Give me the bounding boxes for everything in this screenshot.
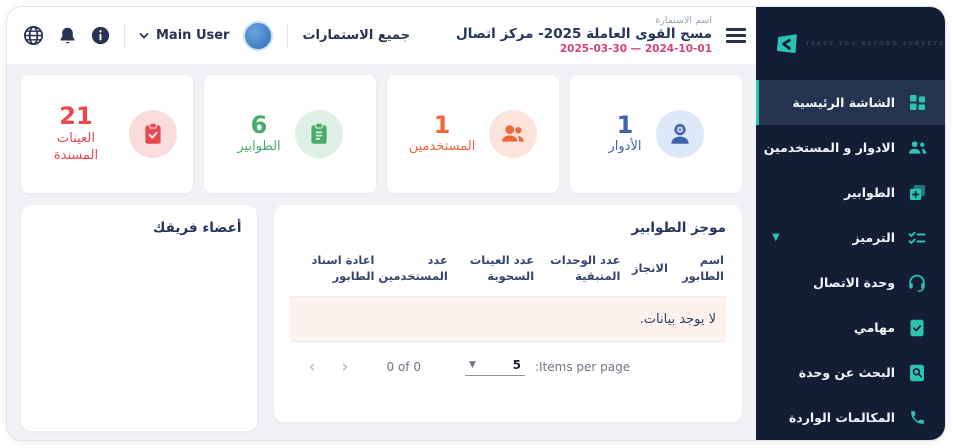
- users-group-icon: [489, 110, 537, 158]
- stat-value: 1: [433, 111, 451, 140]
- dashboard-grid-icon: [907, 93, 927, 113]
- topbar-right-cluster: [456, 15, 746, 57]
- document-search-icon: [907, 363, 927, 383]
- stat-card-users[interactable]: [387, 75, 559, 193]
- brand-logo: [756, 7, 945, 72]
- checklist-icon: [907, 228, 927, 248]
- sidebar-item-label: الترميز: [852, 230, 895, 245]
- stat-label: العينات المسندة: [53, 130, 99, 164]
- expand-chevron-down-icon[interactable]: ▼: [772, 232, 780, 243]
- sidebar-item-coding[interactable]: [756, 215, 945, 260]
- paginator-next-button[interactable]: ›: [341, 357, 349, 378]
- dashboard-content: [7, 64, 756, 440]
- sidebar-item-label: الادوار و المستخدمين: [763, 140, 895, 155]
- stat-text: [609, 112, 642, 156]
- language-globe-icon[interactable]: [23, 25, 44, 46]
- topbar-divider: [287, 23, 288, 49]
- all-forms-link[interactable]: جميع الاستمارات: [302, 28, 411, 43]
- stat-label: الأدوار: [608, 139, 642, 155]
- sidebar-item-label: الشاشة الرئيسية: [792, 95, 895, 110]
- sidebar-item-label: مهامي: [853, 320, 895, 335]
- column-header-queue-name: اسم الطابور: [682, 253, 724, 283]
- clipboard-icon: [295, 110, 343, 158]
- sidebar-item-search-unit[interactable]: [756, 350, 945, 395]
- stat-text: [409, 112, 476, 156]
- stat-text: [37, 103, 115, 164]
- team-members-panel: [21, 205, 257, 431]
- phone-icon: [907, 408, 927, 428]
- column-header-drawn-samples: عدد العينات السحوبة: [469, 253, 535, 283]
- lower-row: [21, 205, 742, 431]
- main-area: [7, 7, 756, 440]
- stat-card-queues[interactable]: [204, 75, 376, 193]
- brand-logo-icon: [776, 28, 798, 60]
- column-header-reassign-queue: اعادة اسناد الطابور: [311, 253, 375, 283]
- stat-text: [237, 112, 280, 156]
- form-title-block: [456, 15, 712, 57]
- notifications-bell-icon[interactable]: [58, 26, 77, 46]
- queues-panel-title: موجز الطوابير: [631, 220, 726, 236]
- empty-state-row: لا يوجد بيانات.: [290, 297, 726, 342]
- headset-icon: [907, 273, 927, 293]
- sidebar-item-queues[interactable]: [756, 170, 945, 215]
- paginator-range: 0 of 0: [386, 360, 421, 375]
- sidebar-item-contact-unit[interactable]: [756, 260, 945, 305]
- stat-card-roles[interactable]: [570, 75, 742, 193]
- stat-label: المستخدمين: [408, 139, 476, 155]
- avatar[interactable]: [243, 21, 273, 51]
- column-header-progress: الانجاز: [631, 260, 668, 275]
- queues-table-header-row: [290, 253, 726, 297]
- stats-row: [21, 75, 742, 193]
- sidebar-item-label: وحدة الاتصال: [813, 275, 895, 290]
- sidebar-item-my-tasks[interactable]: [756, 305, 945, 350]
- chevron-down-icon: [139, 32, 149, 39]
- menu-hamburger-icon[interactable]: [726, 28, 746, 43]
- column-header-users-count: عدد المستخدمين: [378, 253, 448, 283]
- select-caret-icon: ▼: [468, 360, 476, 371]
- stat-value: 1: [616, 111, 634, 140]
- stat-value: 6: [250, 111, 268, 140]
- team-panel-title: أعضاء فريقك: [153, 220, 242, 236]
- stat-card-assigned-samples[interactable]: [21, 75, 193, 193]
- user-menu[interactable]: [139, 28, 229, 43]
- page-size-value: 5: [512, 358, 521, 373]
- sidebar-item-roles-users[interactable]: [756, 125, 945, 170]
- form-name-label: اسم الاستمارة: [655, 14, 712, 26]
- queues-add-icon: [907, 183, 927, 203]
- sidebar: [756, 7, 945, 440]
- task-document-check-icon: [907, 318, 927, 338]
- paginator: [290, 357, 726, 377]
- info-icon[interactable]: [91, 26, 110, 45]
- queues-summary-panel: [274, 205, 742, 422]
- page-size-select[interactable]: [465, 358, 525, 376]
- sidebar-item-incoming-calls[interactable]: [756, 395, 945, 440]
- form-date-range: 2025-03-30 — 2024-10-01: [559, 43, 712, 56]
- sidebar-item-home[interactable]: [756, 80, 945, 125]
- paginator-previous-button[interactable]: ‹: [308, 357, 316, 378]
- form-title: مسح القوى العاملة 2025- مركز اتصال: [456, 26, 712, 43]
- sidebar-menu: [756, 80, 945, 440]
- topbar-left-cluster: [23, 21, 410, 51]
- roles-head-gear-icon: [656, 110, 704, 158]
- topbar: [7, 7, 756, 64]
- app-frame: [6, 6, 946, 441]
- stat-label: الطوابير: [237, 139, 281, 155]
- brand-tagline: TAKES YOU BEYOND SURVEYS: [805, 40, 945, 47]
- items-per-page-label: :Items per page: [534, 360, 631, 375]
- sidebar-item-label: المكالمات الواردة: [788, 410, 895, 425]
- people-group-icon: [907, 138, 927, 158]
- topbar-divider: [124, 23, 125, 49]
- user-name: Main User: [156, 28, 230, 43]
- stat-value: 21: [59, 102, 93, 131]
- sidebar-item-label: البحث عن وحدة: [798, 365, 895, 380]
- sidebar-item-label: الطوابير: [844, 185, 895, 200]
- column-header-remaining-units: عدد الوحدات المتبقية: [550, 253, 621, 283]
- clipboard-check-icon: [129, 110, 177, 158]
